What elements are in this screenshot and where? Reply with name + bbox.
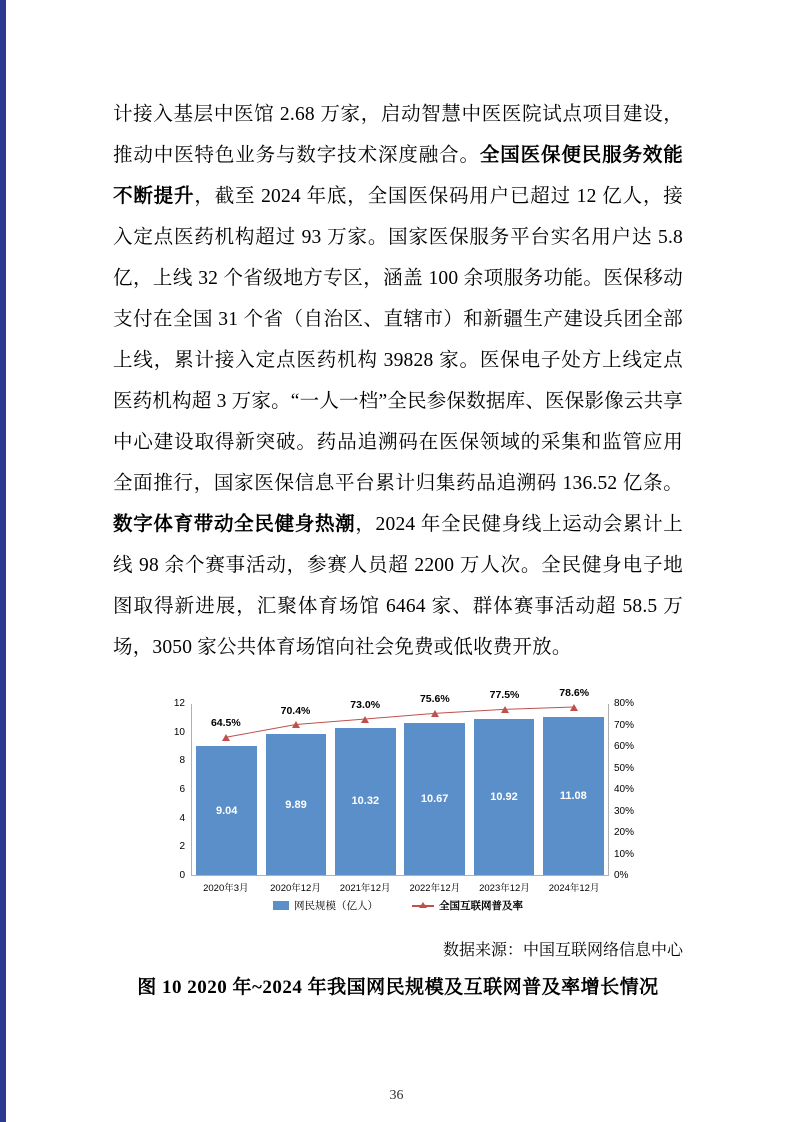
y-left-tick-label: 4 — [179, 812, 185, 824]
y-right-tick-label: 10% — [614, 848, 635, 860]
legend-item-line — [412, 898, 523, 913]
line-marker-icon — [222, 734, 230, 741]
y-right-tick-label: 0% — [614, 870, 629, 881]
line-marker-icon — [501, 706, 509, 713]
x-axis-label: 2021年12月 — [339, 883, 391, 894]
y-right-tick-label: 60% — [614, 741, 635, 752]
line-value-label: 70.4% — [280, 704, 311, 717]
y-right-tick-label: 30% — [614, 805, 635, 817]
body-paragraph: 计接入基层中医馆 2.68 万家，启动智慧中医医院试点项目建设，推动中医特色业务与数字技术深度融合。全国医保便民服务效能不断提升，截至 2024 年底，全国医保码用户已超过 12 亿人，接入定点医药机构超过 93 万家。国家医保服务平台实名用户达 5.8 亿，上线 32 个省级地方专区，涵盖 100 余项服务功能。医保移动支付在全国 31 个省（自治区、直辖市）和新疆生产建设兵团全部上线，累计接入定点医药机构 39828 家。医保电子处方上线定点医药机构超 3 万家。“一人一档”全民参保数据库、医保影像云共享中心建设取得新突破。药品追溯码在医保领域的采集和监管应用全面推行，国家医保信息平台累计归集药品追溯码 136.52 亿条。数字体育带动全民健身热潮，2024 年全民健身线上运动会累计上线 98 余个赛事活动，参赛人员超 2200 万人次。全民健身电子地图取得新进展，汇聚体育场馆 6464 家、群体赛事活动超 58.5 万场，3050 家公共体育场馆向社会免费或低收费开放。 — [113, 104, 683, 658]
y-left-tick-label: 2 — [179, 841, 185, 853]
y-right-tick-label: 70% — [614, 719, 635, 731]
y-left-tick-label: 8 — [179, 755, 185, 767]
legend-bar-swatch-icon — [273, 901, 289, 910]
chart-area — [133, 687, 663, 920]
line-value-label: 64.5% — [210, 717, 241, 730]
chart-plot — [191, 704, 609, 876]
bar-value-label: 10.32 — [351, 795, 380, 808]
x-axis-labels — [191, 880, 609, 894]
bar-value-label: 10.92 — [490, 791, 518, 804]
figure-10 — [113, 687, 683, 920]
y-right-tick-label: 80% — [614, 698, 635, 709]
trend-line — [192, 704, 608, 875]
bar-value-label: 10.67 — [420, 792, 449, 805]
y-right-tick-label: 50% — [614, 762, 635, 774]
y-right-tick-label: 20% — [614, 827, 635, 838]
figure-source-note: 数据来源：中国互联网络信息中心 — [442, 942, 683, 959]
y-right-tick-label: 40% — [614, 784, 635, 795]
line-value-label: 77.5% — [489, 689, 520, 702]
x-axis-label: 2024年12月 — [548, 883, 600, 894]
legend-label-line: 全国互联网普及率 — [439, 900, 523, 912]
chart-legend — [133, 898, 663, 913]
x-axis-label: 2023年12月 — [479, 883, 530, 894]
legend-item-bar — [273, 898, 378, 913]
bar-value-label: 9.89 — [285, 798, 307, 811]
legend-line-swatch-icon — [412, 901, 434, 910]
bar-value-label: 9.04 — [215, 804, 238, 817]
line-marker-icon — [292, 721, 300, 728]
line-marker-icon — [570, 704, 578, 711]
x-axis-label: 2020年12月 — [270, 883, 321, 894]
line-marker-icon — [361, 716, 369, 723]
x-axis-label: 2020年3月 — [203, 883, 249, 894]
bar-value-label: 11.08 — [559, 790, 587, 803]
page-number: 36 — [389, 1088, 404, 1103]
line-value-label: 73.0% — [350, 699, 381, 712]
line-value-label: 78.6% — [559, 687, 590, 699]
y-left-tick-label: 6 — [179, 784, 185, 795]
page-left-accent-rule — [0, 0, 6, 1122]
y-left-tick-label: 10 — [173, 726, 185, 738]
legend-label-bar: 网民规模（亿人） — [294, 900, 378, 912]
line-value-label: 75.6% — [419, 693, 450, 706]
line-marker-icon — [431, 710, 439, 717]
x-axis-label: 2022年12月 — [409, 883, 461, 894]
y-left-tick-label: 0 — [179, 870, 185, 881]
y-left-tick-label: 12 — [173, 698, 185, 709]
figure-caption: 图 10 2020 年~2024 年我国网民规模及互联网普及率增长情况 — [137, 977, 659, 998]
